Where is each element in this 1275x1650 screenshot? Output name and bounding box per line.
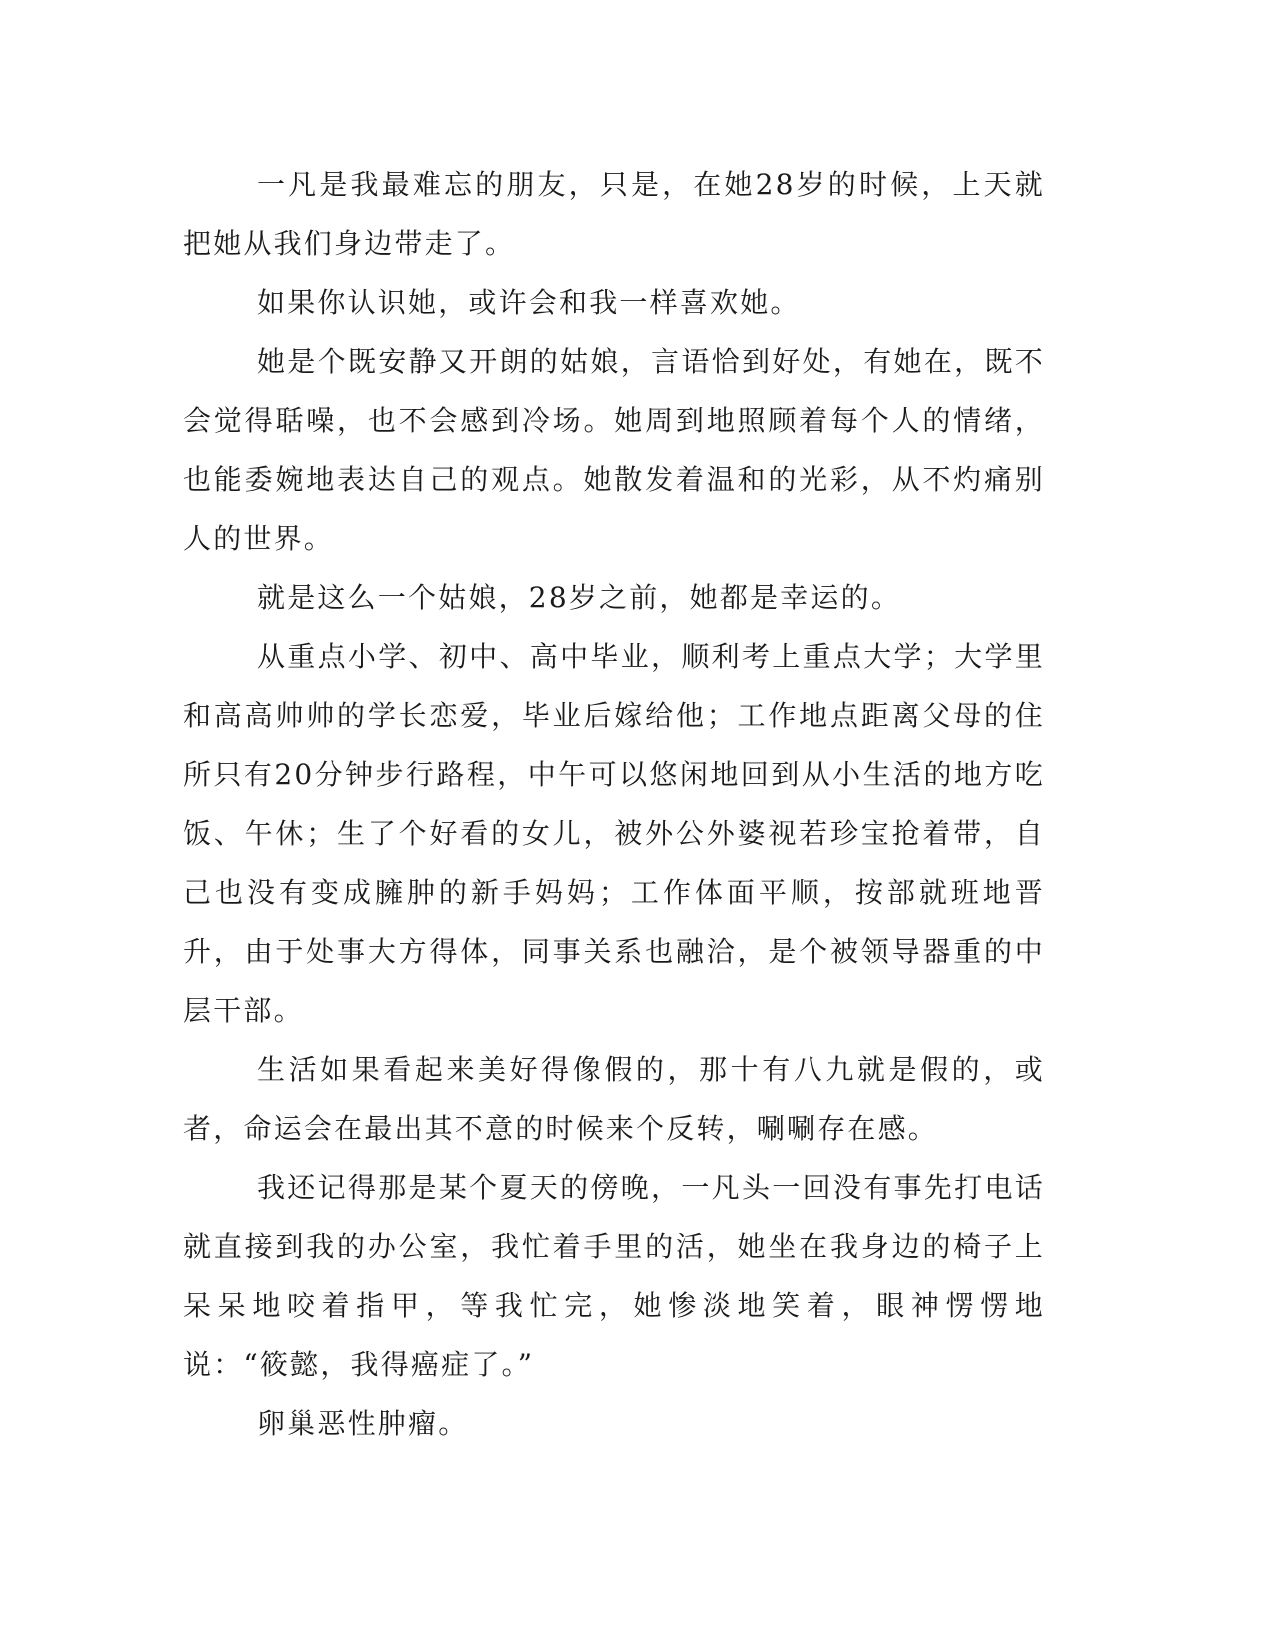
document-body <box>183 155 1045 1453</box>
paragraph-6: 生活如果看起来美好得像假的，那十有八九就是假的，或者，命运会在最出其不意的时候来个反转，唰唰存在感。 <box>183 1053 1045 1145</box>
paragraph-3: 她是个既安静又开朗的姑娘，言语恰到好处，有她在，既不会觉得聒噪，也不会感到冷场。她周到地照顾着每个人的情绪，也能委婉地表达自己的观点。她散发着温和的光彩，从不灼痛别人的世界。 <box>183 345 1045 555</box>
paragraph-2: 如果你认识她，或许会和我一样喜欢她。 <box>257 286 801 319</box>
paragraph-7: 我还记得那是某个夏天的傍晚，一凡头一回没有事先打电话就直接到我的办公室，我忙着手里的活，她坐在我身边的椅子上呆呆地咬着指甲，等我忙完，她惨淡地笑着，眼神愣愣地说：“筱懿，我得癌症了。” <box>183 1171 1045 1381</box>
paragraph-4: 就是这么一个姑娘，28岁之前，她都是幸运的。 <box>257 581 902 614</box>
paragraph-1: 一凡是我最难忘的朋友，只是，在她28岁的时候，上天就把她从我们身边带走了。 <box>183 168 1045 260</box>
paragraph-5: 从重点小学、初中、高中毕业，顺利考上重点大学；大学里和高高帅帅的学长恋爱，毕业后嫁给他；工作地点距离父母的住所只有20分钟步行路程，中午可以悠闲地回到从小生活的地方吃饭、午休；生了个好看的女儿，被外公外婆视若珍宝抢着带，自己也没有变成臃肿的新手妈妈；工作体面平顺，按部就班地晋升，由于处事大方得体，同事关系也融洽，是个被领导器重的中层干部。 <box>183 640 1045 1027</box>
paragraph-8: 卵巢恶性肿瘤。 <box>257 1407 469 1440</box>
